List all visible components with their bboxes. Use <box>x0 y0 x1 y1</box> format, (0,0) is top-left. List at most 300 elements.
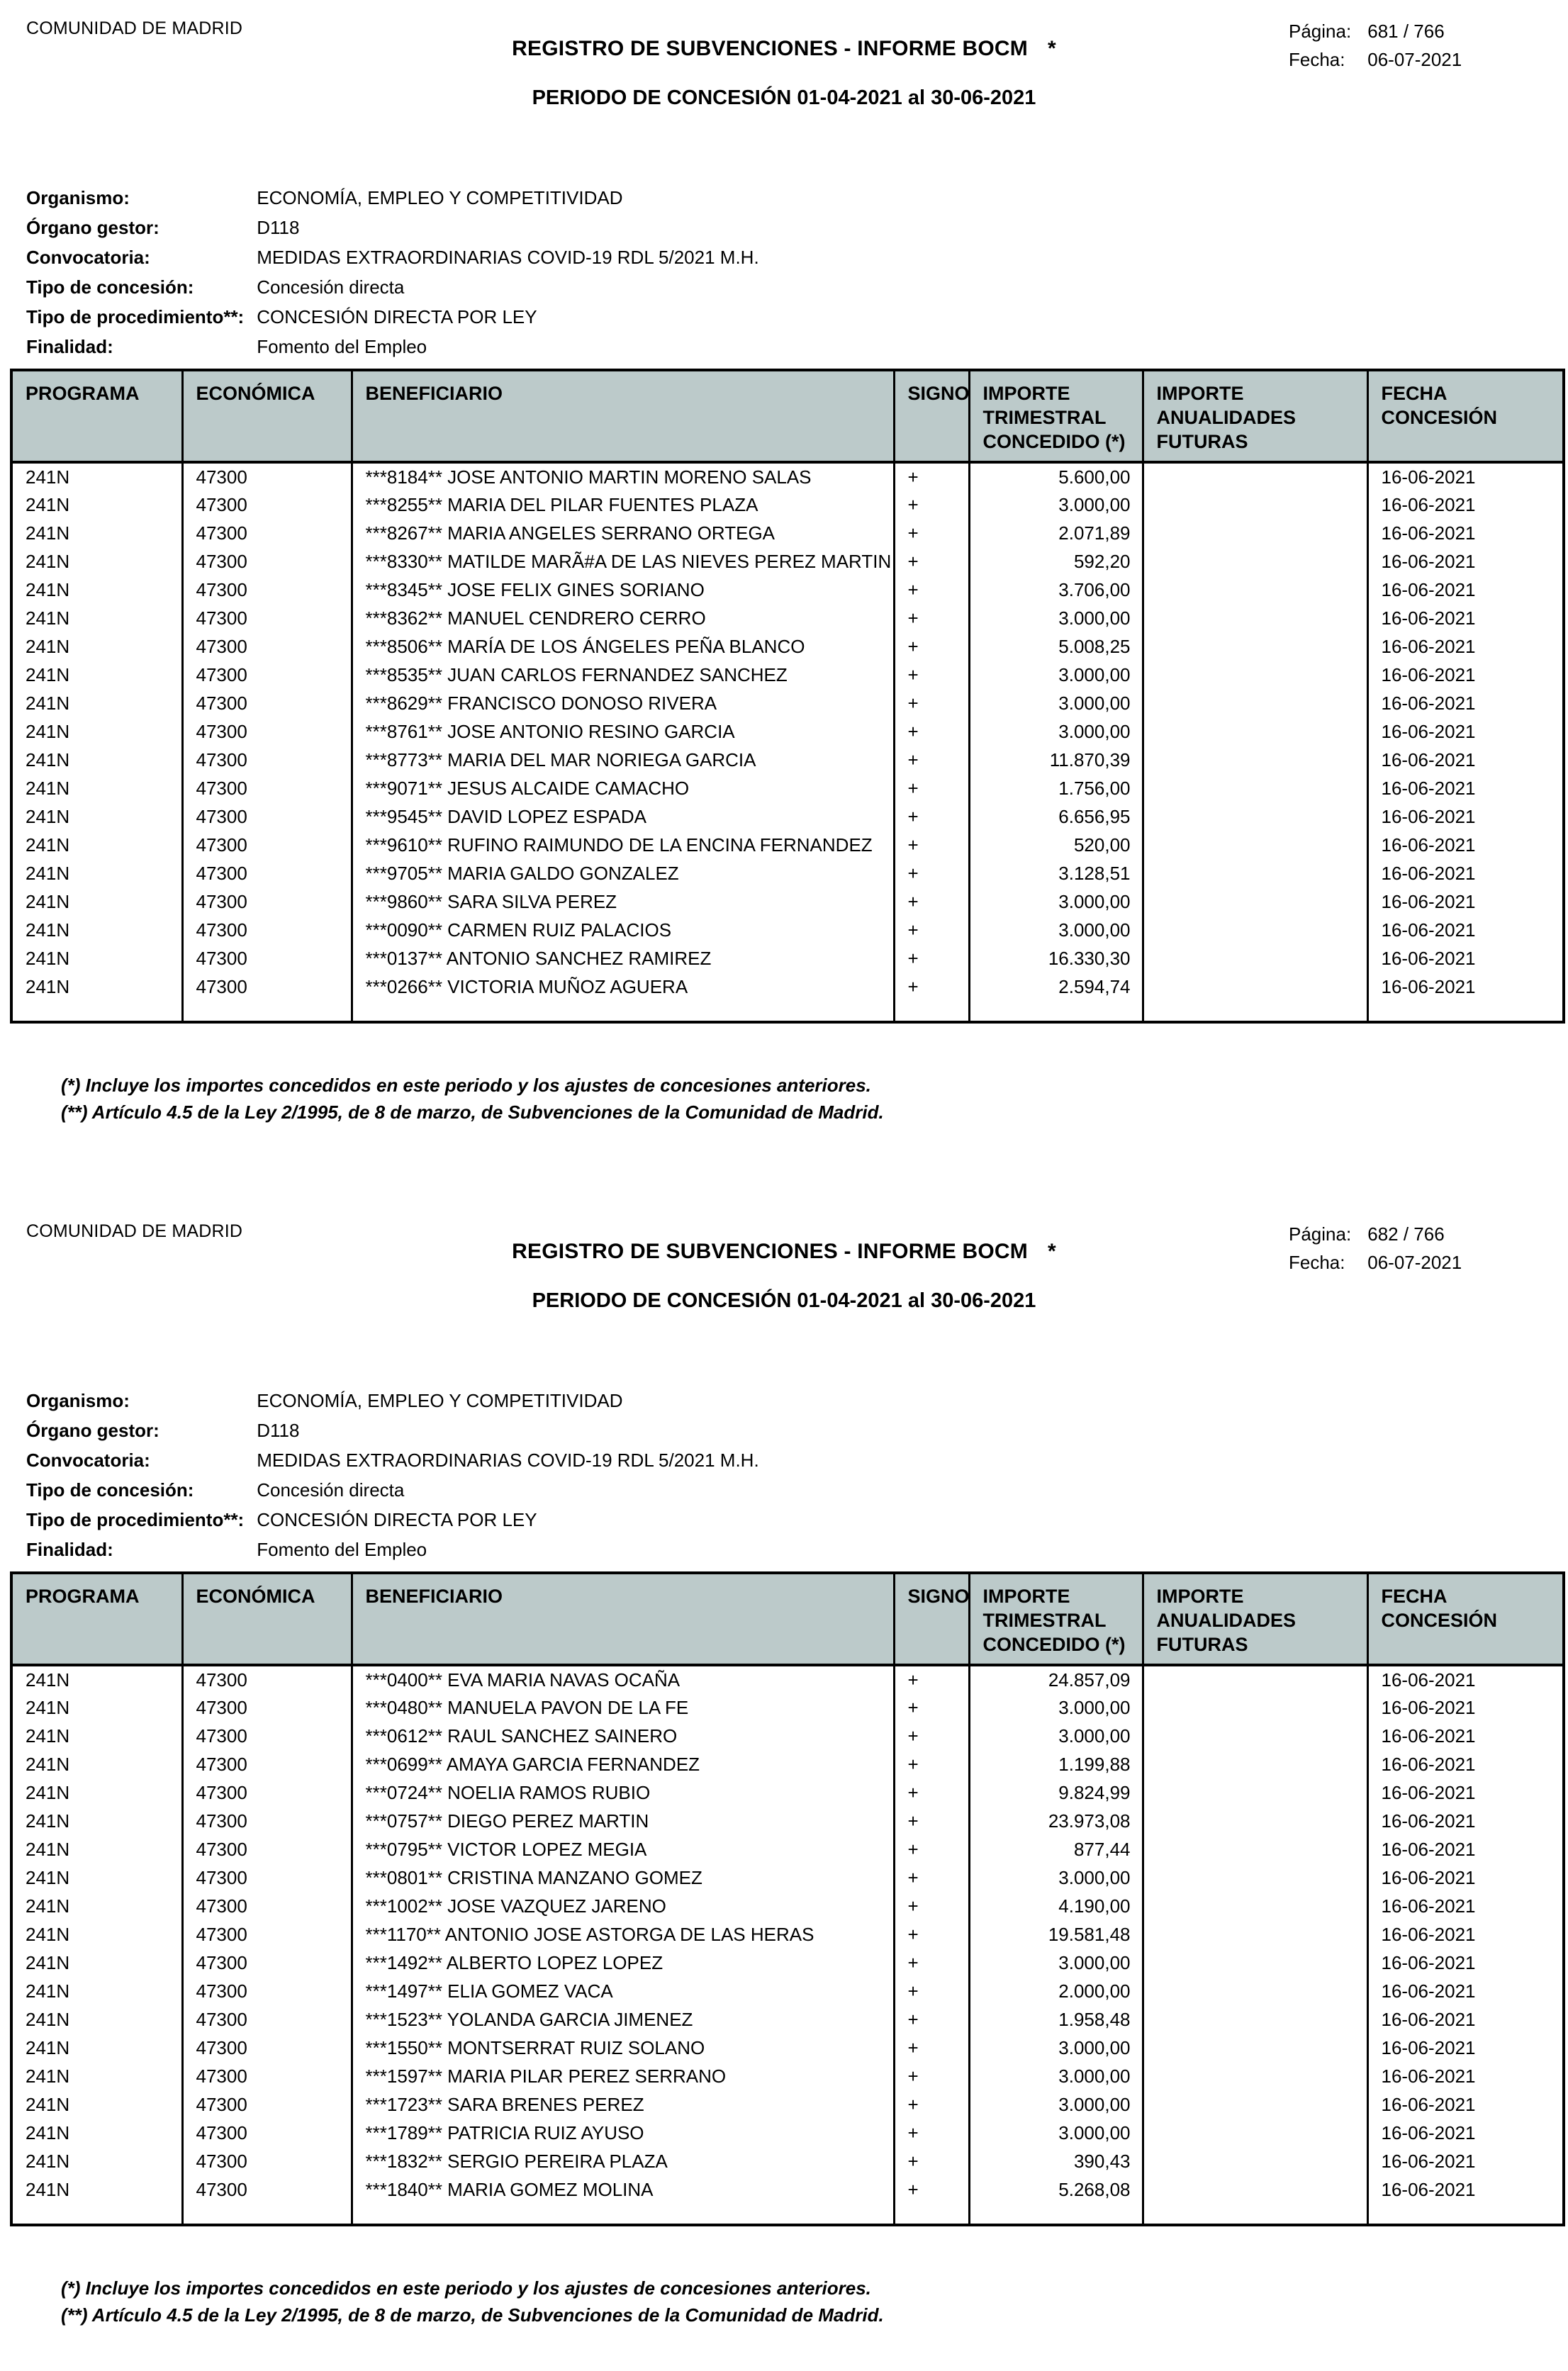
cell-importe-trimestral: 3.000,00 <box>969 717 1143 746</box>
report-page-682 <box>0 1168 1568 2336</box>
table-row <box>11 1892 1564 1920</box>
table-row <box>11 2062 1564 2090</box>
cell-programa: 241N <box>11 1807 182 1835</box>
cell-signo: + <box>894 2147 969 2175</box>
cell-beneficiario: ***0699** AMAYA GARCIA FERNANDEZ <box>352 1750 894 1778</box>
meta-value: ECONOMÍA, EMPLEO Y COMPETITIVIDAD <box>257 187 623 208</box>
cell-beneficiario: ***8330** MATILDE MARÃ#A DE LAS NIEVES PEREZ MARTIN <box>352 547 894 576</box>
meta-label: Finalidad: <box>26 336 113 357</box>
cell-economica: 47300 <box>182 1693 352 1722</box>
cell-fecha-concesion: 16-06-2021 <box>1367 1977 1564 2005</box>
cell-beneficiario: ***9545** DAVID LOPEZ ESPADA <box>352 802 894 831</box>
cell-fecha-concesion: 16-06-2021 <box>1367 519 1564 547</box>
cell-beneficiario: ***8761** JOSE ANTONIO RESINO GARCIA <box>352 717 894 746</box>
cell-fecha-concesion: 16-06-2021 <box>1367 689 1564 717</box>
cell-importe-anualidades <box>1143 1778 1367 1807</box>
cell-importe-trimestral: 16.330,30 <box>969 944 1143 972</box>
meta-label: Tipo de procedimiento**: <box>26 306 245 327</box>
date-label: Fecha: <box>1289 49 1345 70</box>
cell-importe-anualidades <box>1143 1693 1367 1722</box>
table-row <box>11 887 1564 916</box>
footnotes <box>61 2275 884 2328</box>
cell-beneficiario: ***8535** JUAN CARLOS FERNANDEZ SANCHEZ <box>352 661 894 689</box>
cell-programa: 241N <box>11 1778 182 1807</box>
cell-signo: + <box>894 859 969 887</box>
table-row <box>11 802 1564 831</box>
date-line <box>1289 45 1462 74</box>
cell-fecha-concesion: 16-06-2021 <box>1367 1807 1564 1835</box>
cell-programa: 241N <box>11 717 182 746</box>
cell-beneficiario: ***1492** ALBERTO LOPEZ LOPEZ <box>352 1949 894 1977</box>
cell-importe-trimestral: 3.000,00 <box>969 2090 1143 2119</box>
cell-fecha-concesion: 16-06-2021 <box>1367 1892 1564 1920</box>
table-row <box>11 1920 1564 1949</box>
meta-value: Fomento del Empleo <box>257 336 427 357</box>
date-value: 06-07-2021 <box>1367 49 1462 70</box>
cell-programa: 241N <box>11 491 182 519</box>
table-row <box>11 2034 1564 2062</box>
meta-row-organismo <box>26 1386 759 1416</box>
cell-beneficiario: ***1523** YOLANDA GARCIA JIMENEZ <box>352 2005 894 2034</box>
spacer-cell <box>1367 1001 1564 1022</box>
cell-signo: + <box>894 1949 969 1977</box>
cell-fecha-concesion: 16-06-2021 <box>1367 2034 1564 2062</box>
cell-signo: + <box>894 604 969 632</box>
cell-fecha-concesion: 16-06-2021 <box>1367 1778 1564 1807</box>
table-header <box>11 1573 1564 1665</box>
cell-fecha-concesion: 16-06-2021 <box>1367 1693 1564 1722</box>
cell-programa: 241N <box>11 576 182 604</box>
col-header-programa: PROGRAMA <box>11 1573 182 1665</box>
cell-importe-anualidades <box>1143 831 1367 859</box>
meta-row-convocatoria <box>26 242 759 272</box>
cell-importe-anualidades <box>1143 576 1367 604</box>
table-row <box>11 2175 1564 2204</box>
cell-signo: + <box>894 774 969 802</box>
cell-programa: 241N <box>11 1750 182 1778</box>
cell-importe-trimestral: 5.008,25 <box>969 632 1143 661</box>
organization-name: COMUNIDAD DE MADRID <box>26 1221 243 1241</box>
cell-importe-trimestral: 2.000,00 <box>969 1977 1143 2005</box>
cell-economica: 47300 <box>182 2090 352 2119</box>
cell-fecha-concesion: 16-06-2021 <box>1367 2005 1564 2034</box>
cell-signo: + <box>894 2034 969 2062</box>
meta-value: MEDIDAS EXTRAORDINARIAS COVID-19 RDL 5/2021 M.H. <box>257 1450 759 1471</box>
spacer-cell <box>352 1001 894 1022</box>
cell-economica: 47300 <box>182 887 352 916</box>
meta-label: Tipo de procedimiento**: <box>26 1509 245 1530</box>
cell-beneficiario: ***8362** MANUEL CENDRERO CERRO <box>352 604 894 632</box>
footnote-asterisk: (*) Incluye los importes concedidos en este periodo y los ajustes de concesiones anteriores. <box>61 1075 871 1096</box>
cell-beneficiario: ***1002** JOSE VAZQUEZ JARENO <box>352 1892 894 1920</box>
meta-value: D118 <box>257 1420 300 1441</box>
cell-economica: 47300 <box>182 944 352 972</box>
cell-fecha-concesion: 16-06-2021 <box>1367 604 1564 632</box>
cell-programa: 241N <box>11 519 182 547</box>
cell-economica: 47300 <box>182 916 352 944</box>
cell-beneficiario: ***8773** MARIA DEL MAR NORIEGA GARCIA <box>352 746 894 774</box>
table-row <box>11 1722 1564 1750</box>
col-header-importe-trimestral: IMPORTE TRIMESTRAL CONCEDIDO (*) <box>969 1573 1143 1665</box>
cell-importe-anualidades <box>1143 916 1367 944</box>
cell-signo: + <box>894 576 969 604</box>
cell-signo: + <box>894 746 969 774</box>
cell-importe-anualidades <box>1143 802 1367 831</box>
cell-programa: 241N <box>11 2147 182 2175</box>
table-row <box>11 576 1564 604</box>
table-row <box>11 916 1564 944</box>
cell-importe-anualidades <box>1143 1920 1367 1949</box>
cell-economica: 47300 <box>182 2062 352 2090</box>
spacer-cell <box>894 1001 969 1022</box>
table-row <box>11 1835 1564 1863</box>
cell-importe-trimestral: 19.581,48 <box>969 1920 1143 1949</box>
cell-beneficiario: ***8345** JOSE FELIX GINES SORIANO <box>352 576 894 604</box>
cell-programa: 241N <box>11 802 182 831</box>
cell-signo: + <box>894 1665 969 1693</box>
cell-signo: + <box>894 1693 969 1722</box>
table-row <box>11 1778 1564 1807</box>
cell-economica: 47300 <box>182 1977 352 2005</box>
cell-signo: + <box>894 802 969 831</box>
meta-label: Convocatoria: <box>26 247 150 268</box>
cell-importe-trimestral: 3.000,00 <box>969 661 1143 689</box>
cell-importe-anualidades <box>1143 2005 1367 2034</box>
col-header-signo: SIGNO <box>894 370 969 462</box>
subsidies-table <box>10 369 1565 1024</box>
cell-signo: + <box>894 717 969 746</box>
organization-name: COMUNIDAD DE MADRID <box>26 18 243 38</box>
cell-programa: 241N <box>11 2034 182 2062</box>
cell-importe-trimestral: 5.600,00 <box>969 462 1143 491</box>
cell-importe-anualidades <box>1143 462 1367 491</box>
cell-programa: 241N <box>11 547 182 576</box>
meta-row-convocatoria <box>26 1445 759 1475</box>
spacer-cell <box>1367 2204 1564 2225</box>
cell-fecha-concesion: 16-06-2021 <box>1367 746 1564 774</box>
meta-row-organo-gestor <box>26 213 759 242</box>
cell-programa: 241N <box>11 462 182 491</box>
cell-beneficiario: ***0137** ANTONIO SANCHEZ RAMIREZ <box>352 944 894 972</box>
col-header-importe-anualidades: IMPORTE ANUALIDADES FUTURAS <box>1143 1573 1367 1665</box>
cell-economica: 47300 <box>182 972 352 1001</box>
cell-beneficiario: ***8184** JOSE ANTONIO MARTIN MORENO SALAS <box>352 462 894 491</box>
page-number-label: Página: <box>1289 1223 1352 1245</box>
table-header <box>11 370 1564 462</box>
cell-signo: + <box>894 887 969 916</box>
cell-signo: + <box>894 1835 969 1863</box>
cell-importe-trimestral: 3.000,00 <box>969 1949 1143 1977</box>
cell-signo: + <box>894 2062 969 2090</box>
cell-economica: 47300 <box>182 661 352 689</box>
cell-importe-anualidades <box>1143 1835 1367 1863</box>
cell-importe-trimestral: 5.268,08 <box>969 2175 1143 2204</box>
cell-signo: + <box>894 1892 969 1920</box>
cell-importe-trimestral: 4.190,00 <box>969 1892 1143 1920</box>
cell-programa: 241N <box>11 944 182 972</box>
col-header-fecha-concesion: FECHA CONCESIÓN <box>1367 370 1564 462</box>
table-row <box>11 1863 1564 1892</box>
table-row <box>11 831 1564 859</box>
cell-fecha-concesion: 16-06-2021 <box>1367 632 1564 661</box>
cell-programa: 241N <box>11 831 182 859</box>
cell-economica: 47300 <box>182 1665 352 1693</box>
cell-importe-trimestral: 9.824,99 <box>969 1778 1143 1807</box>
table-row <box>11 944 1564 972</box>
cell-beneficiario: ***1550** MONTSERRAT RUIZ SOLANO <box>352 2034 894 2062</box>
spacer-cell <box>894 2204 969 2225</box>
cell-importe-trimestral: 592,20 <box>969 547 1143 576</box>
cell-economica: 47300 <box>182 1807 352 1835</box>
cell-signo: + <box>894 632 969 661</box>
cell-importe-anualidades <box>1143 547 1367 576</box>
cell-programa: 241N <box>11 1722 182 1750</box>
cell-economica: 47300 <box>182 2147 352 2175</box>
subsidies-table <box>10 1571 1565 2226</box>
cell-programa: 241N <box>11 972 182 1001</box>
cell-fecha-concesion: 16-06-2021 <box>1367 491 1564 519</box>
cell-beneficiario: ***1170** ANTONIO JOSE ASTORGA DE LAS HERAS <box>352 1920 894 1949</box>
table-row <box>11 547 1564 576</box>
spacer-cell <box>182 1001 352 1022</box>
cell-fecha-concesion: 16-06-2021 <box>1367 2062 1564 2090</box>
cell-economica: 47300 <box>182 491 352 519</box>
cell-fecha-concesion: 16-06-2021 <box>1367 916 1564 944</box>
cell-signo: + <box>894 1807 969 1835</box>
page-number-value: 681 / 766 <box>1367 21 1445 42</box>
cell-programa: 241N <box>11 1665 182 1693</box>
cell-fecha-concesion: 16-06-2021 <box>1367 1750 1564 1778</box>
cell-economica: 47300 <box>182 717 352 746</box>
page-info <box>1289 1220 1462 1277</box>
cell-programa: 241N <box>11 774 182 802</box>
cell-beneficiario: ***1497** ELIA GOMEZ VACA <box>352 1977 894 2005</box>
cell-economica: 47300 <box>182 802 352 831</box>
cell-beneficiario: ***8629** FRANCISCO DONOSO RIVERA <box>352 689 894 717</box>
title-asterisk: * <box>1047 1240 1056 1263</box>
cell-signo: + <box>894 1977 969 2005</box>
cell-programa: 241N <box>11 859 182 887</box>
cell-importe-trimestral: 3.000,00 <box>969 2119 1143 2147</box>
cell-beneficiario: ***8255** MARIA DEL PILAR FUENTES PLAZA <box>352 491 894 519</box>
meta-row-tipo-concesion <box>26 272 759 302</box>
cell-beneficiario: ***9071** JESUS ALCAIDE CAMACHO <box>352 774 894 802</box>
meta-label: Organismo: <box>26 1390 130 1411</box>
table-spacer-row <box>11 2204 1564 2225</box>
meta-row-organo-gestor <box>26 1416 759 1445</box>
cell-signo: + <box>894 2090 969 2119</box>
table-row <box>11 2005 1564 2034</box>
cell-fecha-concesion: 16-06-2021 <box>1367 802 1564 831</box>
cell-importe-trimestral: 3.000,00 <box>969 1693 1143 1722</box>
cell-beneficiario: ***1832** SERGIO PEREIRA PLAZA <box>352 2147 894 2175</box>
cell-importe-anualidades <box>1143 717 1367 746</box>
page-number-line <box>1289 17 1462 45</box>
cell-signo: + <box>894 831 969 859</box>
table-row <box>11 689 1564 717</box>
cell-fecha-concesion: 16-06-2021 <box>1367 972 1564 1001</box>
cell-signo: + <box>894 661 969 689</box>
meta-row-tipo-procedimiento <box>26 1505 759 1535</box>
meta-row-organismo <box>26 183 759 213</box>
table-row <box>11 632 1564 661</box>
cell-fecha-concesion: 16-06-2021 <box>1367 462 1564 491</box>
cell-importe-trimestral: 3.000,00 <box>969 2062 1143 2090</box>
cell-economica: 47300 <box>182 462 352 491</box>
cell-fecha-concesion: 16-06-2021 <box>1367 859 1564 887</box>
meta-value: MEDIDAS EXTRAORDINARIAS COVID-19 RDL 5/2021 M.H. <box>257 247 759 268</box>
meta-label: Organismo: <box>26 187 130 208</box>
cell-economica: 47300 <box>182 746 352 774</box>
col-header-importe-trimestral: IMPORTE TRIMESTRAL CONCEDIDO (*) <box>969 370 1143 462</box>
cell-economica: 47300 <box>182 1750 352 1778</box>
meta-row-finalidad <box>26 1535 759 1564</box>
cell-importe-anualidades <box>1143 859 1367 887</box>
col-header-economica: ECONÓMICA <box>182 1573 352 1665</box>
table-row <box>11 1807 1564 1835</box>
table-row <box>11 717 1564 746</box>
cell-economica: 47300 <box>182 2034 352 2062</box>
meta-row-finalidad <box>26 332 759 361</box>
table-row <box>11 1750 1564 1778</box>
report-page-681 <box>0 0 1568 1168</box>
footnote-double-asterisk: (**) Artículo 4.5 de la Ley 2/1995, de 8 de marzo, de Subvenciones de la Comunidad de Madrid. <box>61 2304 884 2326</box>
meta-label: Órgano gestor: <box>26 1420 159 1441</box>
cell-programa: 241N <box>11 2175 182 2204</box>
cell-signo: + <box>894 689 969 717</box>
cell-importe-anualidades <box>1143 604 1367 632</box>
col-header-importe-anualidades: IMPORTE ANUALIDADES FUTURAS <box>1143 370 1367 462</box>
meta-value: CONCESIÓN DIRECTA POR LEY <box>257 306 537 327</box>
cell-economica: 47300 <box>182 859 352 887</box>
page-subtitle: PERIODO DE CONCESIÓN 01-04-2021 al 30-06-2021 <box>532 86 1036 109</box>
cell-economica: 47300 <box>182 604 352 632</box>
col-header-fecha-concesion: FECHA CONCESIÓN <box>1367 1573 1564 1665</box>
table-row <box>11 746 1564 774</box>
cell-economica: 47300 <box>182 831 352 859</box>
meta-value: Fomento del Empleo <box>257 1539 427 1560</box>
table-row <box>11 1665 1564 1693</box>
meta-label: Tipo de concesión: <box>26 276 194 298</box>
cell-importe-anualidades <box>1143 1892 1367 1920</box>
cell-importe-trimestral: 1.756,00 <box>969 774 1143 802</box>
table-row <box>11 972 1564 1001</box>
cell-beneficiario: ***1723** SARA BRENES PEREZ <box>352 2090 894 2119</box>
cell-importe-trimestral: 877,44 <box>969 1835 1143 1863</box>
cell-signo: + <box>894 916 969 944</box>
cell-economica: 47300 <box>182 1920 352 1949</box>
cell-economica: 47300 <box>182 1863 352 1892</box>
cell-fecha-concesion: 16-06-2021 <box>1367 2119 1564 2147</box>
metadata-block <box>26 183 759 361</box>
cell-fecha-concesion: 16-06-2021 <box>1367 2090 1564 2119</box>
title-asterisk: * <box>1047 37 1056 60</box>
cell-beneficiario: ***0612** RAUL SANCHEZ SAINERO <box>352 1722 894 1750</box>
cell-signo: + <box>894 2119 969 2147</box>
cell-programa: 241N <box>11 632 182 661</box>
cell-importe-anualidades <box>1143 746 1367 774</box>
table-row <box>11 1949 1564 1977</box>
footnote-double-asterisk: (**) Artículo 4.5 de la Ley 2/1995, de 8 de marzo, de Subvenciones de la Comunidad de Madrid. <box>61 1102 884 1123</box>
page-title-text: REGISTRO DE SUBVENCIONES - INFORME BOCM <box>512 1240 1028 1263</box>
cell-programa: 241N <box>11 689 182 717</box>
cell-economica: 47300 <box>182 519 352 547</box>
cell-programa: 241N <box>11 746 182 774</box>
cell-programa: 241N <box>11 1892 182 1920</box>
spacer-cell <box>1143 2204 1367 2225</box>
cell-economica: 47300 <box>182 1892 352 1920</box>
cell-importe-anualidades <box>1143 689 1367 717</box>
cell-fecha-concesion: 16-06-2021 <box>1367 1722 1564 1750</box>
date-line <box>1289 1248 1462 1277</box>
cell-importe-trimestral: 3.000,00 <box>969 1863 1143 1892</box>
cell-fecha-concesion: 16-06-2021 <box>1367 1835 1564 1863</box>
cell-fecha-concesion: 16-06-2021 <box>1367 2175 1564 2204</box>
cell-signo: + <box>894 547 969 576</box>
cell-importe-anualidades <box>1143 774 1367 802</box>
metadata-block <box>26 1386 759 1564</box>
meta-value: Concesión directa <box>257 1479 405 1501</box>
cell-importe-anualidades <box>1143 2034 1367 2062</box>
cell-programa: 241N <box>11 1977 182 2005</box>
meta-row-tipo-concesion <box>26 1475 759 1505</box>
meta-label: Órgano gestor: <box>26 217 159 238</box>
cell-importe-trimestral: 6.656,95 <box>969 802 1143 831</box>
spacer-cell <box>969 2204 1143 2225</box>
cell-importe-trimestral: 2.071,89 <box>969 519 1143 547</box>
cell-beneficiario: ***1597** MARIA PILAR PEREZ SERRANO <box>352 2062 894 2090</box>
cell-importe-trimestral: 1.199,88 <box>969 1750 1143 1778</box>
cell-importe-trimestral: 3.706,00 <box>969 576 1143 604</box>
cell-importe-trimestral: 24.857,09 <box>969 1665 1143 1693</box>
spacer-cell <box>1143 1001 1367 1022</box>
cell-beneficiario: ***0090** CARMEN RUIZ PALACIOS <box>352 916 894 944</box>
cell-beneficiario: ***9860** SARA SILVA PEREZ <box>352 887 894 916</box>
page-title-text: REGISTRO DE SUBVENCIONES - INFORME BOCM <box>512 37 1028 60</box>
page-number-value: 682 / 766 <box>1367 1223 1445 1245</box>
cell-importe-anualidades <box>1143 1665 1367 1693</box>
cell-programa: 241N <box>11 1920 182 1949</box>
spacer-cell <box>11 1001 182 1022</box>
date-value: 06-07-2021 <box>1367 1252 1462 1273</box>
cell-importe-anualidades <box>1143 1949 1367 1977</box>
table-spacer-row <box>11 1001 1564 1022</box>
cell-signo: + <box>894 462 969 491</box>
cell-importe-anualidades <box>1143 2147 1367 2175</box>
cell-importe-trimestral: 11.870,39 <box>969 746 1143 774</box>
table-row <box>11 604 1564 632</box>
footnotes <box>61 1072 884 1126</box>
cell-signo: + <box>894 491 969 519</box>
cell-economica: 47300 <box>182 2119 352 2147</box>
cell-signo: + <box>894 519 969 547</box>
cell-beneficiario: ***9610** RUFINO RAIMUNDO DE LA ENCINA FERNANDEZ <box>352 831 894 859</box>
table-row <box>11 462 1564 491</box>
cell-economica: 47300 <box>182 689 352 717</box>
cell-beneficiario: ***0724** NOELIA RAMOS RUBIO <box>352 1778 894 1807</box>
col-header-signo: SIGNO <box>894 1573 969 1665</box>
cell-importe-trimestral: 390,43 <box>969 2147 1143 2175</box>
cell-importe-anualidades <box>1143 632 1367 661</box>
table-row <box>11 1977 1564 2005</box>
cell-programa: 241N <box>11 1835 182 1863</box>
cell-fecha-concesion: 16-06-2021 <box>1367 774 1564 802</box>
cell-programa: 241N <box>11 661 182 689</box>
footnote-asterisk: (*) Incluye los importes concedidos en este periodo y los ajustes de concesiones anteriores. <box>61 2277 871 2299</box>
cell-importe-trimestral: 3.000,00 <box>969 2034 1143 2062</box>
cell-signo: + <box>894 2175 969 2204</box>
cell-economica: 47300 <box>182 2175 352 2204</box>
